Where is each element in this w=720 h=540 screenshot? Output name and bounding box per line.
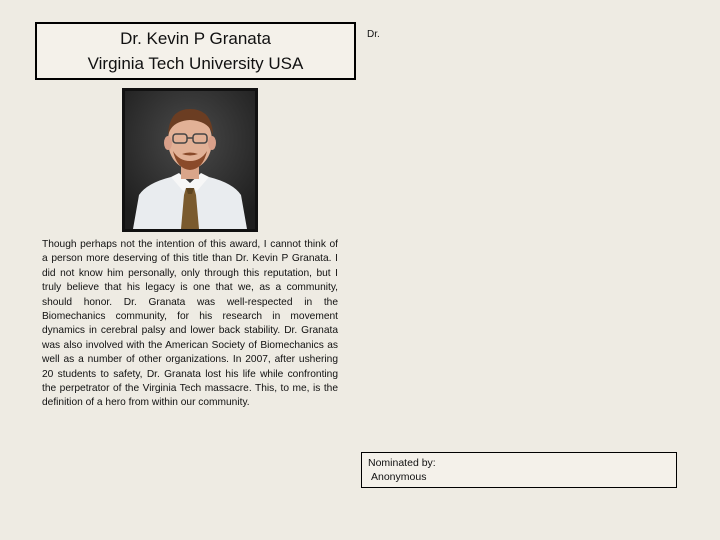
nominated-by-box bbox=[361, 452, 677, 488]
portrait-photo-icon bbox=[125, 91, 255, 229]
title-box bbox=[35, 22, 356, 80]
portrait-photo bbox=[122, 88, 258, 232]
nominee-affiliation: Virginia Tech University USA bbox=[87, 54, 304, 73]
nomination-text: Though perhaps not the intention of this award, I cannot think of a person more deserving of this title than Dr. Kevin P Granata. I did not know him personally, only through this reputation, but I truly believe that his legacy is one that we, as a community, should honor. Dr. Granata was well-respected in the Biomechanics community, for his research in movement dynamics in cerebral palsy and lower back stability. Dr. Granata was also involved with the American Society of Biomechanics as well as a number of other organizations. In 2007, after ushering 20 students to safety, Dr. Granata lost his life while confronting the perpetrator of the Virginia Tech massacre. This, to me, is the definition of a hero from within our community. bbox=[42, 239, 338, 409]
nominee-name: Dr. Kevin P Granata bbox=[120, 29, 271, 48]
nominated-by-value: Anonymous bbox=[371, 471, 427, 483]
dr-label: Dr. bbox=[367, 29, 380, 40]
nominated-by-label: Nominated by: bbox=[368, 457, 436, 469]
